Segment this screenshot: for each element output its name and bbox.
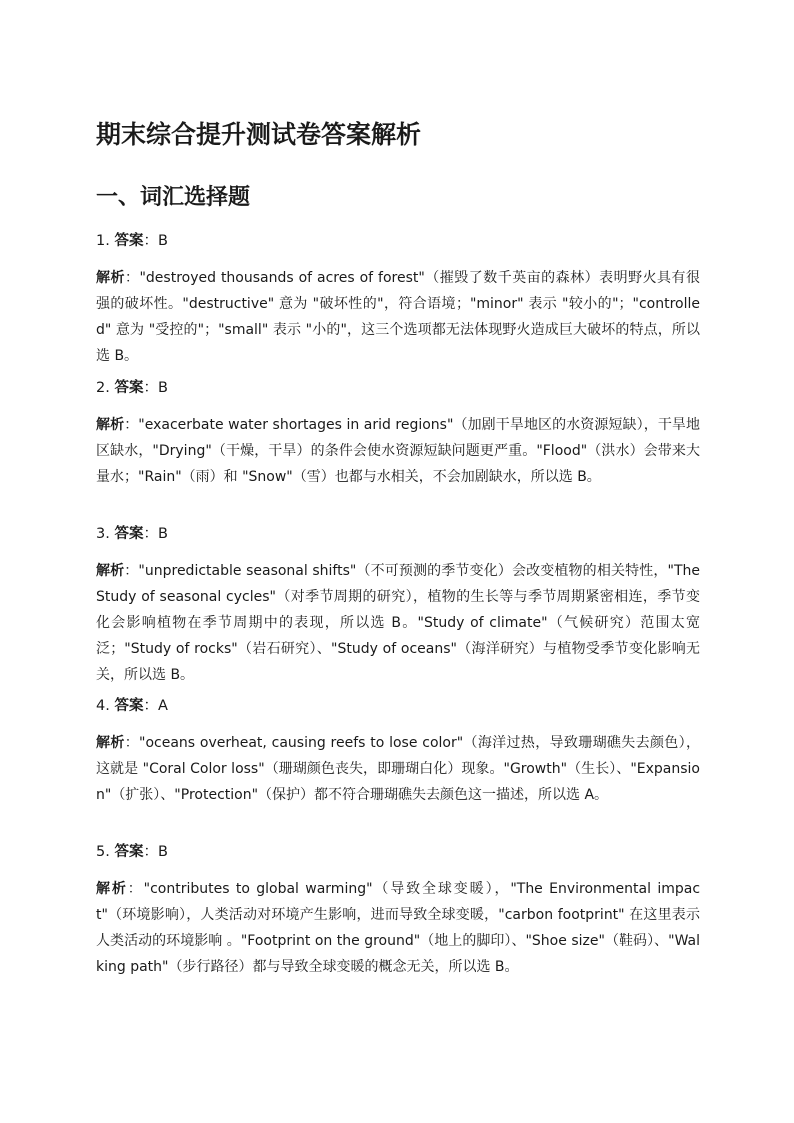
explanation-text: "oceans overheat, causing reefs to lose color"（海洋过热，导致珊瑚礁失去颜色），这就是 "Coral Color loss"（珊瑚颜色丧失，即珊瑚白化）现象。"Growth"（生长）、"Expansion"（扩张）、"Protection"（保护）都不符合珊瑚礁失去颜色这一描述，所以选 A。 [96, 735, 700, 803]
answer-label: 答案 [114, 233, 144, 249]
explanation-text: "contributes to global warming"（导致全球变暖），"The Environmental impact"（环境影响），人类活动对环境产生影响，进而导致全球变暖，"carbon footprint" 在这里表示人类活动的环境影响 。"Footprint on the ground"（地上的脚印）、"Shoe size"（鞋码）、"Walking path"（步行路径）都与导致全球变暖的概念无关，所以选 B。 [96, 881, 701, 975]
question-number: 1. [96, 233, 110, 249]
answer-value: B [157, 380, 168, 396]
section-heading: 一、词汇选择题 [96, 185, 251, 210]
answer-value: A [157, 698, 168, 714]
question-3 [96, 524, 700, 688]
question-5 [96, 842, 700, 980]
explanation: 解析："destroyed thousands of acres of forest"（摧毁了数千英亩的森林）表明野火具有很强的破坏性。"destructive" 意为 "破坏性的"，符合语境；"minor" 表示 "较小的"；"controlled" 意为 "受控的"；"small" 表示 "小的"，这三个选项都无法体现野火造成巨大破坏的特点，所以选 B。 [96, 270, 701, 364]
question-number: 3. [96, 526, 110, 542]
answer-line: 1. 答案：B [96, 233, 168, 249]
explanation-label: 解析 [96, 270, 125, 286]
answer-line: 2. 答案：B [96, 380, 168, 396]
question-number: 2. [96, 380, 110, 396]
question-number: 4. [96, 698, 110, 714]
answer-value: B [157, 233, 168, 249]
question-4 [96, 696, 700, 808]
question-1 [96, 231, 700, 369]
explanation-label: 解析 [96, 881, 128, 897]
explanation: 解析："oceans overheat, causing reefs to lose color"（海洋过热，导致珊瑚礁失去颜色），这就是 "Coral Color loss"（珊瑚颜色丧失，即珊瑚白化）现象。"Growth"（生长）、"Expansion"（扩张）、"Protection"（保护）都不符合珊瑚礁失去颜色这一描述，所以选 A。 [96, 735, 700, 803]
explanation: 解析："contributes to global warming"（导致全球变暖），"The Environmental impact"（环境影响），人类活动对环境产生影响，进而导致全球变暖，"carbon footprint" 在这里表示人类活动的环境影响 。"Footprint on the ground"（地上的脚印）、"Shoe size"（鞋码）、"Walking path"（步行路径）都与导致全球变暖的概念无关，所以选 B。 [96, 881, 701, 975]
question-2 [96, 378, 700, 490]
page-title: 期末综合提升测试卷答案解析 [96, 120, 422, 149]
question-number: 5. [96, 844, 110, 860]
answer-label: 答案 [114, 698, 144, 714]
answer-value: B [157, 526, 168, 542]
explanation-label: 解析 [96, 563, 125, 579]
explanation-text: "destroyed thousands of acres of forest"（摧毁了数千英亩的森林）表明野火具有很强的破坏性。"destructive" 意为 "破坏性的"，符合语境；"minor" 表示 "较小的"；"controlled" 意为 "受控的"；"small" 表示 "小的"，这三个选项都无法体现野火造成巨大破坏的特点，所以选 B。 [96, 270, 701, 364]
explanation-label: 解析 [96, 735, 125, 751]
answer-line: 5. 答案：B [96, 844, 168, 860]
explanation-text: "unpredictable seasonal shifts"（不可预测的季节变化）会改变植物的相关特性，"The Study of seasonal cycles"（对季节周期的研究），植物的生长等与季节周期紧密相连，季节变化会影响植物在季节周期中的表现，所以选 B。"Study of climate"（气候研究）范围太宽泛；"Study of rocks"（岩石研究）、"Study of oceans"（海洋研究）与植物受季节变化影响无关，所以选 B。 [96, 563, 701, 683]
answer-label: 答案 [114, 844, 144, 860]
answer-line: 3. 答案：B [96, 526, 168, 542]
explanation-label: 解析 [96, 417, 125, 433]
answer-line: 4. 答案：A [96, 698, 168, 714]
answer-label: 答案 [114, 380, 144, 396]
explanation-text: "exacerbate water shortages in arid regions"（加剧干旱地区的水资源短缺），干旱地区缺水，"Drying"（干燥，干旱）的条件会使水资源短缺问题更严重。"Flood"（洪水）会带来大量水；"Rain"（雨）和 "Snow"（雪）也都与水相关，不会加剧缺水，所以选 B。 [96, 417, 701, 485]
explanation: 解析："unpredictable seasonal shifts"（不可预测的季节变化）会改变植物的相关特性，"The Study of seasonal cycles"（对季节周期的研究），植物的生长等与季节周期紧密相连，季节变化会影响植物在季节周期中的表现，所以选 B。"Study of climate"（气候研究）范围太宽泛；"Study of rocks"（岩石研究）、"Study of oceans"（海洋研究）与植物受季节变化影响无关，所以选 B。 [96, 563, 701, 683]
explanation: 解析："exacerbate water shortages in arid regions"（加剧干旱地区的水资源短缺），干旱地区缺水，"Drying"（干燥，干旱）的条件会使水资源短缺问题更严重。"Flood"（洪水）会带来大量水；"Rain"（雨）和 "Snow"（雪）也都与水相关，不会加剧缺水，所以选 B。 [96, 417, 701, 485]
answer-value: B [157, 844, 168, 860]
answer-label: 答案 [114, 526, 144, 542]
